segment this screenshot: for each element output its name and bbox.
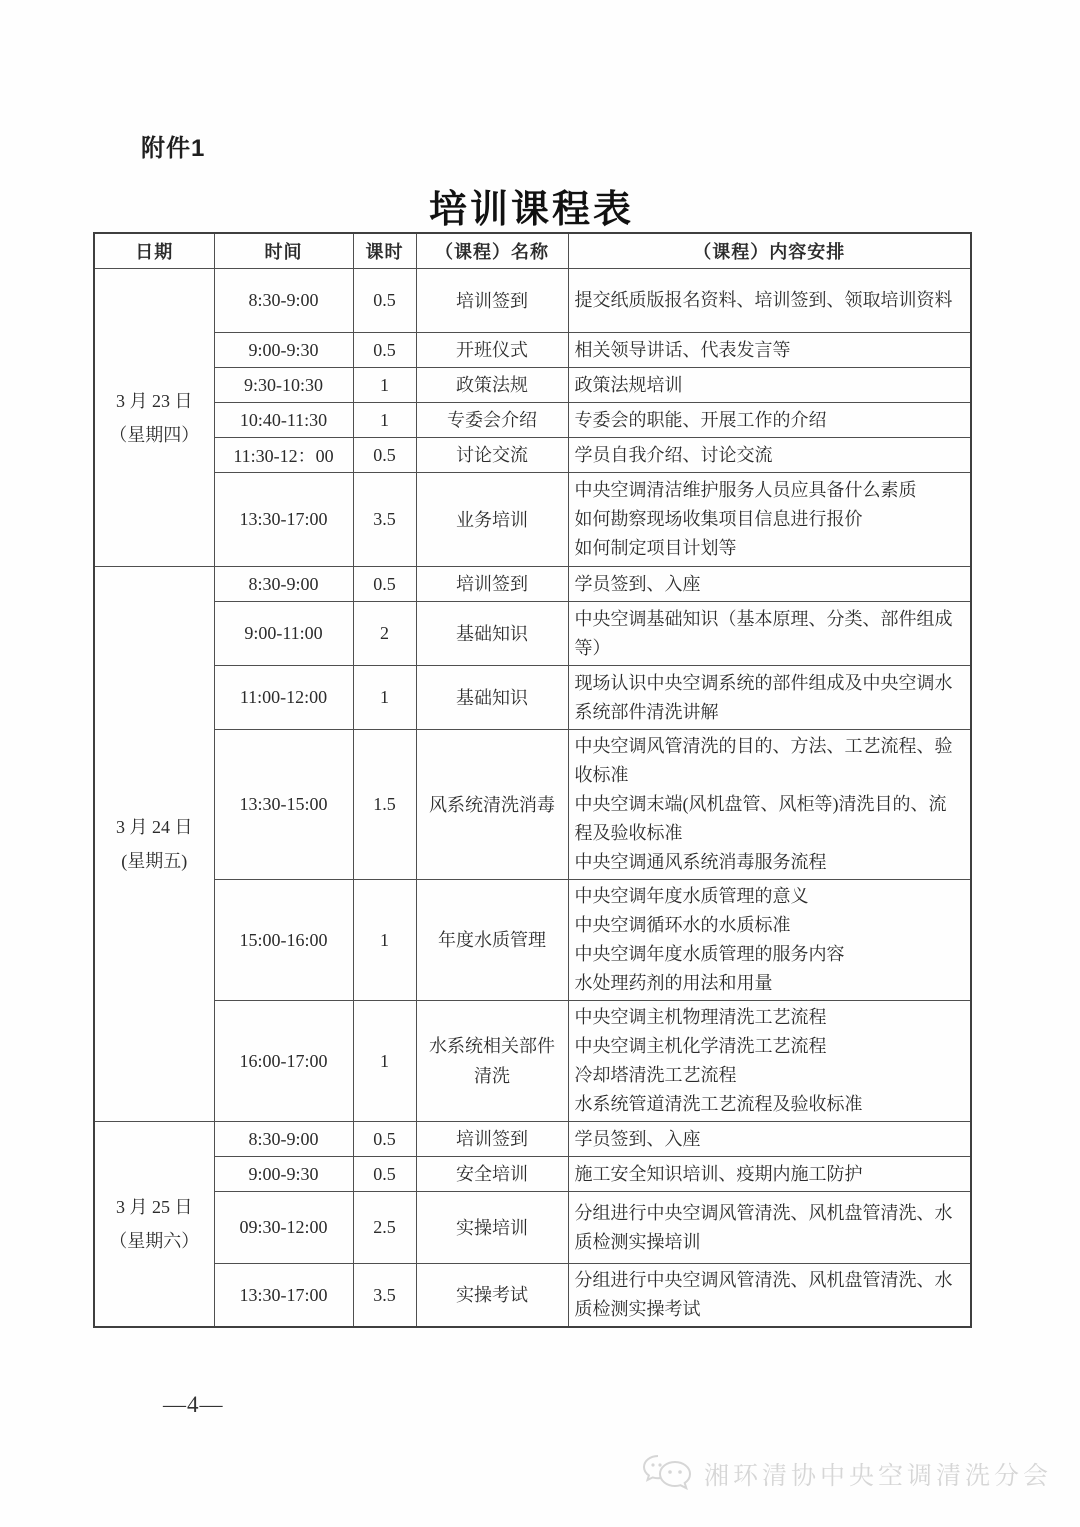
course-content-cell [568, 333, 971, 368]
time-cell: 13:30-15:00 [214, 730, 353, 880]
course-content-line: 中央空调风管清洗的目的、方法、工艺流程、验收标准 [574, 736, 953, 785]
table-row [94, 368, 971, 403]
course-content-line: 中央空调循环水的水质标准 [574, 915, 791, 935]
course-content-line: 学员签到、入座 [574, 573, 701, 594]
course-name-cell: 实操考试 [416, 1264, 568, 1328]
time-cell: 15:00-16:00 [214, 880, 353, 1001]
course-content-line: 相关领导讲话、代表发言等 [574, 339, 791, 360]
course-content-cell [568, 368, 971, 403]
course-name-cell: 安全培训 [416, 1157, 568, 1192]
course-name-cell: 培训签到 [416, 567, 568, 602]
course-name-cell: 实操培训 [416, 1192, 568, 1264]
course-content-line: 专委会的职能、开展工作的介绍 [574, 409, 827, 430]
time-cell: 8:30-9:00 [214, 567, 353, 602]
date-cell [94, 1122, 214, 1328]
header-course-content: （课程）内容安排 [568, 233, 971, 269]
hours-cell: 0.5 [353, 567, 416, 602]
watermark-text: 湘环清协中央空调清洗分会 [703, 1462, 1052, 1490]
course-name-cell: 专委会介绍 [416, 403, 568, 438]
course-content-cell [568, 1157, 971, 1192]
table-row [94, 473, 971, 567]
time-cell: 9:00-9:30 [214, 1157, 353, 1192]
course-name-cell: 水系统相关部件清洗 [416, 1001, 568, 1122]
course-content-cell [568, 1192, 971, 1264]
table-row [94, 730, 971, 880]
date-cell [94, 269, 214, 567]
training-schedule-table [93, 232, 972, 1328]
table-row [94, 1264, 971, 1328]
course-content-cell [568, 730, 971, 880]
course-content-cell [568, 403, 971, 438]
course-content-cell [568, 880, 971, 1001]
hours-cell: 0.5 [353, 438, 416, 473]
course-content-line: 如何勘察现场收集项目信息进行报价 [574, 509, 863, 529]
wechat-bubbles-icon [642, 1452, 694, 1496]
course-content-line: 中央空调清洁维护服务人员应具备什么素质 [574, 480, 917, 500]
course-content-cell [568, 1264, 971, 1328]
table-row [94, 1001, 971, 1122]
time-cell: 9:00-11:00 [214, 602, 353, 666]
course-content-line: 水系统管道清洗工艺流程及验收标准 [574, 1094, 863, 1114]
watermark [642, 1452, 1052, 1496]
course-content-line: 中央空调通风系统消毒服务流程 [574, 852, 827, 872]
course-content-cell [568, 567, 971, 602]
course-content-line: 学员签到、入座 [574, 1128, 701, 1149]
course-content-line: 现场认识中央空调系统的部件组成及中央空调水系统部件清洗讲解 [574, 672, 953, 722]
course-content-cell [568, 473, 971, 567]
header-hours: 课时 [353, 233, 416, 269]
hours-cell: 3.5 [353, 473, 416, 567]
course-content-cell [568, 602, 971, 666]
header-time: 时间 [214, 233, 353, 269]
hours-cell: 1 [353, 880, 416, 1001]
hours-cell: 1 [353, 368, 416, 403]
hours-cell: 1.5 [353, 730, 416, 880]
attachment-label: 附件1 [141, 135, 206, 162]
course-content-line: 学员自我介绍、讨论交流 [574, 444, 773, 465]
date-line2: （星期六） [109, 1231, 200, 1251]
course-name-cell: 培训签到 [416, 1122, 568, 1157]
hours-cell: 0.5 [353, 1122, 416, 1157]
course-content-line: 中央空调主机物理清洗工艺流程 [574, 1007, 827, 1027]
hours-cell: 1 [353, 1001, 416, 1122]
course-content-line: 中央空调年度水质管理的服务内容 [574, 944, 845, 964]
date-line1: 3 月 23 日 [116, 390, 193, 411]
table-row [94, 1122, 971, 1157]
course-content-line: 水处理药剂的用法和用量 [574, 973, 773, 993]
course-name-cell: 开班仪式 [416, 333, 568, 368]
time-cell: 16:00-17:00 [214, 1001, 353, 1122]
table-row [94, 666, 971, 730]
table-header-row [94, 233, 971, 269]
course-content-cell [568, 438, 971, 473]
hours-cell: 2 [353, 602, 416, 666]
time-cell: 9:00-9:30 [214, 333, 353, 368]
page-number: —4— [163, 1392, 224, 1417]
time-cell: 13:30-17:00 [214, 1264, 353, 1328]
course-content-line: 政策法规培训 [574, 374, 683, 395]
time-cell: 10:40-11:30 [214, 403, 353, 438]
course-content-line: 冷却塔清洗工艺流程 [574, 1065, 737, 1085]
hours-cell: 1 [353, 403, 416, 438]
time-cell: 9:30-10:30 [214, 368, 353, 403]
course-name-cell: 政策法规 [416, 368, 568, 403]
time-cell: 13:30-17:00 [214, 473, 353, 567]
table-row [94, 1192, 971, 1264]
table-row [94, 567, 971, 602]
course-content-cell [568, 269, 971, 333]
course-name-cell: 风系统清洗消毒 [416, 730, 568, 880]
course-content-line: 提交纸质版报名资料、培训签到、领取培训资料 [574, 290, 953, 310]
header-course-name: （课程）名称 [416, 233, 568, 269]
hours-cell: 0.5 [353, 1157, 416, 1192]
course-name-cell: 业务培训 [416, 473, 568, 567]
course-content-cell [568, 666, 971, 730]
course-content-line: 中央空调基础知识（基本原理、分类、部件组成等） [574, 608, 953, 658]
hours-cell: 2.5 [353, 1192, 416, 1264]
date-line1: 3 月 25 日 [116, 1197, 193, 1217]
course-content-line: 中央空调主机化学清洗工艺流程 [574, 1036, 827, 1056]
date-cell [94, 567, 214, 1122]
table-row [94, 602, 971, 666]
course-name-cell: 基础知识 [416, 666, 568, 730]
time-cell: 8:30-9:00 [214, 1122, 353, 1157]
course-content-line: 施工安全知识培训、疫期内施工防护 [574, 1163, 863, 1184]
hours-cell: 0.5 [353, 333, 416, 368]
table-row [94, 269, 971, 333]
time-cell: 11:00-12:00 [214, 666, 353, 730]
course-content-cell [568, 1122, 971, 1157]
table-row [94, 403, 971, 438]
table-row [94, 1157, 971, 1192]
table-row [94, 333, 971, 368]
course-content-line: 中央空调末端(风机盘管、风柜等)清洗目的、流程及验收标准 [574, 794, 947, 843]
course-name-cell: 讨论交流 [416, 438, 568, 473]
date-line2: (星期五) [121, 851, 188, 871]
course-content-line: 中央空调年度水质管理的意义 [574, 886, 809, 906]
table-row [94, 438, 971, 473]
time-cell: 09:30-12:00 [214, 1192, 353, 1264]
hours-cell: 3.5 [353, 1264, 416, 1328]
page-title: 培训课程表 [428, 189, 634, 231]
course-name-cell: 基础知识 [416, 602, 568, 666]
date-line1: 3 月 24 日 [116, 817, 193, 837]
course-name-cell: 年度水质管理 [416, 880, 568, 1001]
course-content-line: 如何制定项目计划等 [574, 538, 737, 558]
course-name-cell: 培训签到 [416, 269, 568, 333]
course-content-line: 分组进行中央空调风管清洗、风机盘管清洗、水质检测实操考试 [574, 1270, 953, 1319]
header-date: 日期 [94, 233, 214, 269]
table-row [94, 880, 971, 1001]
time-cell: 11:30-12：00 [214, 438, 353, 473]
hours-cell: 0.5 [353, 269, 416, 333]
hours-cell: 1 [353, 666, 416, 730]
date-line2: （星期四） [109, 424, 200, 445]
course-content-line: 分组进行中央空调风管清洗、风机盘管清洗、水质检测实操培训 [574, 1202, 953, 1252]
course-content-cell [568, 1001, 971, 1122]
time-cell: 8:30-9:00 [214, 269, 353, 333]
